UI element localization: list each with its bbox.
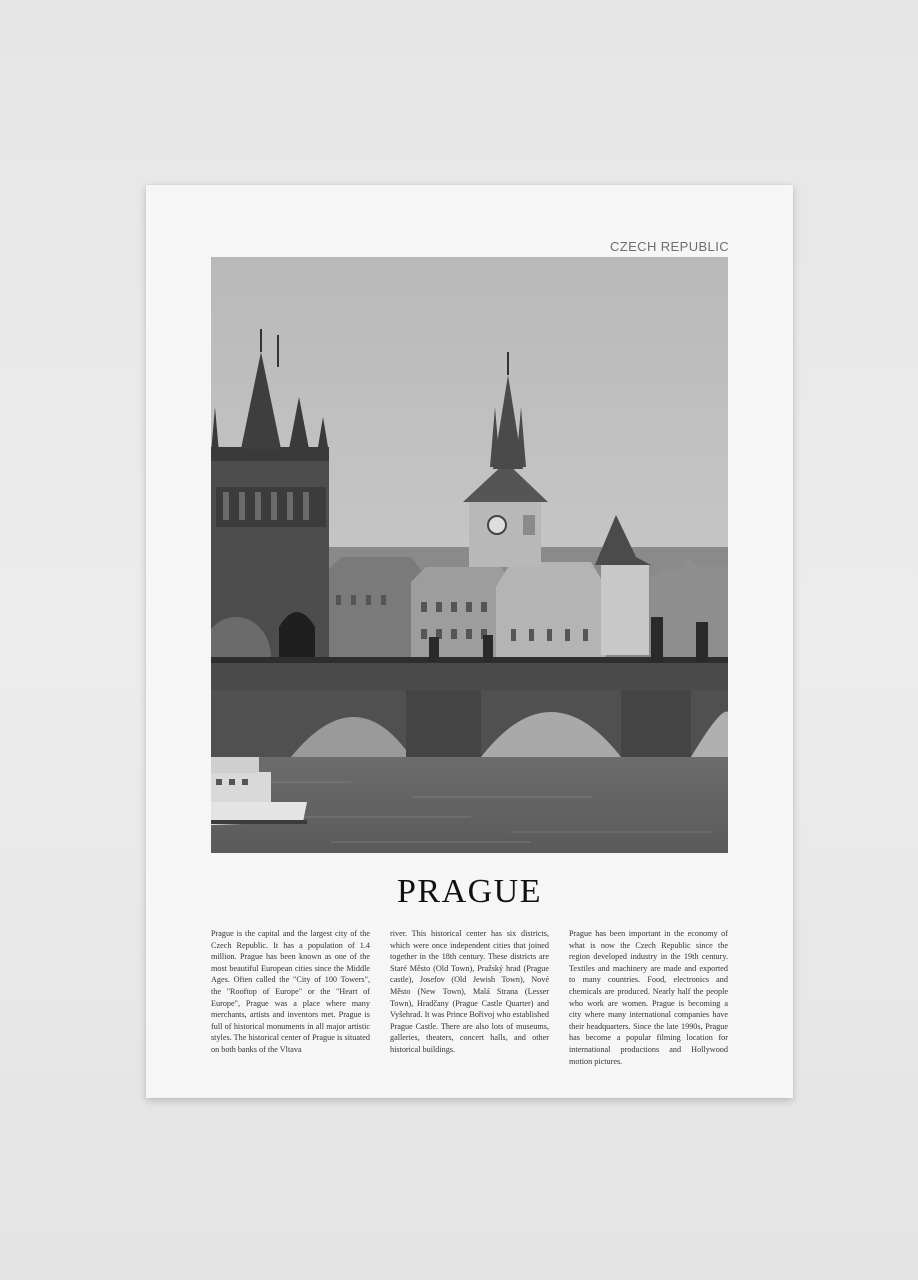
city-title: PRAGUE	[396, 873, 543, 910]
poster	[146, 185, 793, 1098]
bridge-tower-photo	[211, 257, 728, 853]
country-label: CZECH REPUBLIC	[609, 239, 729, 254]
description-column-1: Prague is the capital and the largest city of the Czech Republic. It has a population of 1.4 million. Prague has been known as one of the most beautiful European cities since the Middle Ages. Often called the "City of 100 Towers", the "Rooftop of Europe" or the "Heart of Europe", Prague was a place where many merchants, artists and inventors met. Prague is full of historical monuments in all major artistic styles. The historical center of Prague is situated on both banks of the Vltava	[211, 929, 370, 1054]
description-column-2: river. This historical center has six districts, which were once independent cities that joined together in the 18th century. These districts are Staré Město (Old Town), Pražský hrad (Prague castle), Josefov (Old Jewish Town), Nové Město (New Town), Malá Strana (Lesser Town), Hradčany (Prague Castle Quarter) and Vyšehrad. It was Prince Bořivoj who established Prague Castle. There are also lots of museums, galleries, theaters, concert halls, and other historical buildings.	[390, 929, 549, 1054]
city-photo	[211, 257, 728, 853]
description-column-3: Prague has been important in the economy of what is now the Czech Republic since the region developed industry in the 19th century. Textiles and machinery are made and exported to many countries. Food, electronics and chemicals are produced. Nearly half the people who work are women. Prague is becoming a city where many international companies have their headquarters. Since the late 1990s, Prague has become a popular filming location for international productions and Hollywood motion pictures.	[569, 929, 728, 1066]
description-columns	[211, 928, 728, 1067]
